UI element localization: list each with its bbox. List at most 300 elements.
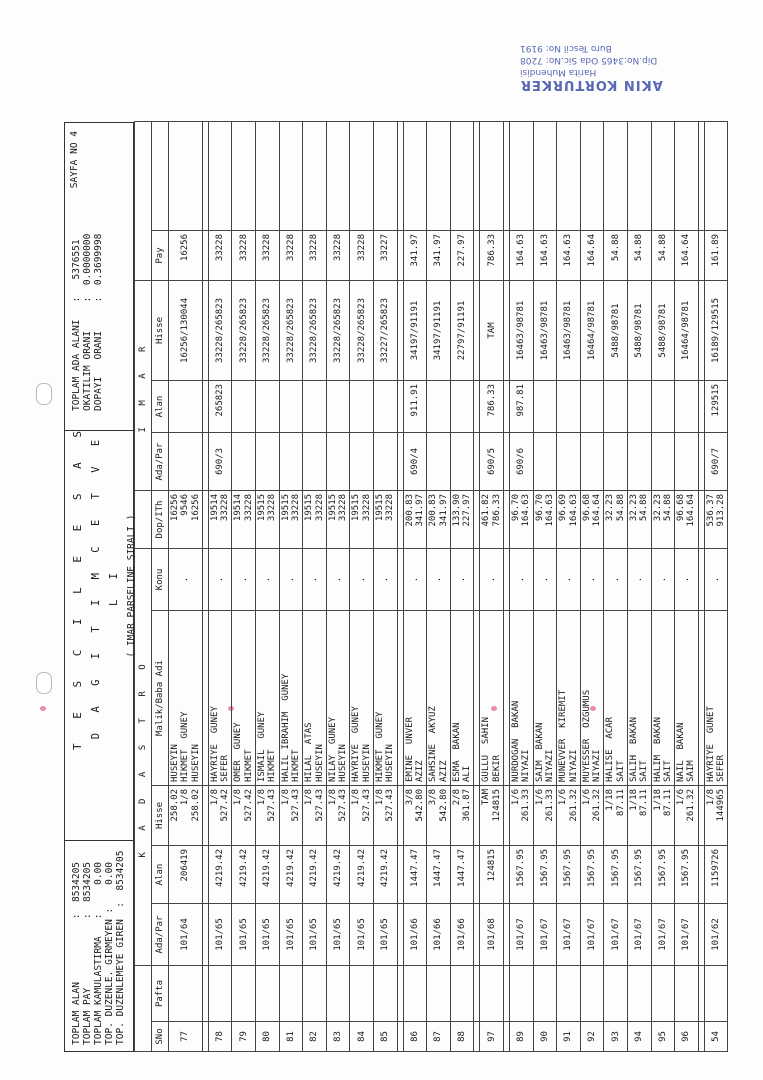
row-imar-hisse: 33228/265823 [256, 280, 280, 380]
row-ada-par: 101/67 [533, 904, 557, 966]
row-alan: 1567.95 [557, 846, 581, 904]
row-hisse: 258.02 1/8 258.02 [169, 786, 203, 846]
row-ada-par: 101/66 [403, 904, 427, 966]
row-malik: SAHSINE AKYUZ AZIZ [427, 611, 451, 786]
row-hisse: 1/8 527.43 [350, 786, 374, 846]
row-imar-hisse: 16464/98781 [580, 280, 604, 380]
row-imar-hisse: 33228/265823 [303, 280, 327, 380]
row-pafta [450, 966, 474, 1022]
row-malik: ESMA BAKAN ALI [450, 611, 474, 786]
row-pafta [326, 966, 350, 1022]
row-konu: . [627, 549, 651, 611]
row-hisse: 1/18 87.11 [604, 786, 628, 846]
row-sno: 77 [169, 1022, 203, 1052]
row-alan: 1567.95 [533, 846, 557, 904]
row-dop: 200.83 341.97 [427, 491, 451, 549]
row-imar-ada-par [604, 433, 628, 491]
table-row [651, 121, 675, 1051]
row-imar-alan: 265823 [208, 381, 232, 433]
row-pafta [374, 966, 398, 1022]
title-line-2: D A G I T I M C E T V E L I [90, 432, 120, 740]
row-hisse: 1/6 261.33 [510, 786, 534, 846]
row-sno: 96 [675, 1022, 699, 1052]
row-hisse: 1/8 527.43 [279, 786, 303, 846]
distribution-table [134, 121, 728, 1052]
row-alan: 4219.42 [232, 846, 256, 904]
row-pafta [557, 966, 581, 1022]
row-hisse: 1/6 261.33 [533, 786, 557, 846]
engineer-stamp [520, 10, 720, 90]
row-imar-ada-par [326, 433, 350, 491]
row-ada-par: 101/67 [557, 904, 581, 966]
row-sno: 89 [510, 1022, 534, 1052]
col-dop: Dop/ITh [152, 491, 169, 549]
row-malik: ISMAIL GUNEY HIKMET [256, 611, 280, 786]
col-sno: SNo [152, 1022, 169, 1052]
row-hisse: 1/6 261.32 [580, 786, 604, 846]
col-ada-par: Ada/Par [152, 904, 169, 966]
row-konu: . [580, 549, 604, 611]
row-hisse: 1/8 527.42 [232, 786, 256, 846]
row-alan: 1567.95 [604, 846, 628, 904]
row-hisse: 1/8 144965 [704, 786, 728, 846]
row-imar-hisse: TAM [480, 280, 504, 380]
row-konu: . [326, 549, 350, 611]
table-row [675, 121, 699, 1051]
row-imar-hisse: 16463/98781 [510, 280, 534, 380]
row-malik: OMER GUNEY HIKMET [232, 611, 256, 786]
row-konu: . [279, 549, 303, 611]
row-malik: HILAL ATAS HUSEYIN [303, 611, 327, 786]
row-dop: 19515 33228 [279, 491, 303, 549]
row-imar-hisse: 34197/91191 [403, 280, 427, 380]
row-imar-ada-par: 690/7 [704, 433, 728, 491]
row-alan: 4219.42 [326, 846, 350, 904]
row-hisse: 3/8 542.80 [403, 786, 427, 846]
row-imar-hisse: 16463/98781 [533, 280, 557, 380]
table-row [169, 121, 203, 1051]
table-row [510, 121, 534, 1051]
row-alan: 1567.95 [510, 846, 534, 904]
table-row [303, 121, 327, 1051]
row-imar-alan [557, 381, 581, 433]
row-imar-hisse: 5488/98781 [604, 280, 628, 380]
row-imar-ada-par [374, 433, 398, 491]
row-konu: . [450, 549, 474, 611]
row-konu: . [675, 549, 699, 611]
row-ada-par: 101/67 [651, 904, 675, 966]
row-sno: 78 [208, 1022, 232, 1052]
row-imar-alan [627, 381, 651, 433]
row-konu: . [557, 549, 581, 611]
row-alan: 1447.47 [427, 846, 451, 904]
row-alan: 1567.95 [651, 846, 675, 904]
row-sno: 85 [374, 1022, 398, 1052]
table-body [169, 121, 728, 1051]
row-pay: 33228 [232, 230, 256, 280]
row-imar-ada-par: 690/6 [510, 433, 534, 491]
row-imar-alan [169, 381, 203, 433]
row-konu: . [480, 549, 504, 611]
row-imar-alan [427, 381, 451, 433]
row-ada-par: 101/67 [627, 904, 651, 966]
row-imar-ada-par: 690/5 [480, 433, 504, 491]
ada-totals: TOPLAM ADA ALANI : 5376551 OKATILIM ORANI : 0.0000000 DOPAYI ORANI : 0.3699998 [71, 233, 104, 411]
row-hisse: 1/8 527.43 [303, 786, 327, 846]
row-dop: 19514 33228 [232, 491, 256, 549]
row-pay: 164.64 [580, 230, 604, 280]
sheet-title [69, 421, 141, 751]
row-imar-hisse: 33228/265823 [279, 280, 303, 380]
row-ada-par: 101/65 [374, 904, 398, 966]
row-pafta [350, 966, 374, 1022]
row-alan: 4219.42 [303, 846, 327, 904]
row-alan: 1447.47 [450, 846, 474, 904]
row-alan: 4219.42 [256, 846, 280, 904]
row-ada-par: 101/67 [675, 904, 699, 966]
table-row [627, 121, 651, 1051]
row-malik: GULLU SAHIN BEKIR [480, 611, 504, 786]
row-dop: 32.23 54.88 [627, 491, 651, 549]
table-row [704, 121, 728, 1051]
row-hisse: 2/8 361.87 [450, 786, 474, 846]
row-malik: NURDOGAN BAKAN NIYAZI [510, 611, 534, 786]
row-imar-alan [675, 381, 699, 433]
row-alan: 4219.42 [279, 846, 303, 904]
row-imar-ada-par [580, 433, 604, 491]
row-hisse: 1/8 527.42 [208, 786, 232, 846]
punch-hole [36, 672, 52, 694]
stamp-title: Harita Muhendisi [520, 67, 597, 77]
row-imar-ada-par [450, 433, 474, 491]
row-hisse: 1/8 527.43 [374, 786, 398, 846]
row-konu: . [208, 549, 232, 611]
row-pay: 16256 [169, 230, 203, 280]
row-imar-hisse: 16463/98781 [557, 280, 581, 380]
row-pay: 33228 [326, 230, 350, 280]
row-hisse: 1/8 527.43 [326, 786, 350, 846]
col-pafta: Pafta [152, 966, 169, 1022]
row-alan: 124815 [480, 846, 504, 904]
kadastro-group-header: K A D A S T R O [135, 549, 152, 966]
row-alan: 206419 [169, 846, 203, 904]
row-imar-alan: 987.81 [510, 381, 534, 433]
row-sno: 83 [326, 1022, 350, 1052]
row-konu: . [427, 549, 451, 611]
row-ada-par: 101/68 [480, 904, 504, 966]
row-pafta [403, 966, 427, 1022]
row-konu: . [510, 549, 534, 611]
row-imar-hisse: 33228/265823 [350, 280, 374, 380]
punch-hole [36, 383, 52, 405]
row-hisse: 1/6 261.32 [675, 786, 699, 846]
col-imar-alan: Alan [152, 381, 169, 433]
row-imar-ada-par [232, 433, 256, 491]
row-hisse: 3/8 542.80 [427, 786, 451, 846]
row-ada-par: 101/67 [580, 904, 604, 966]
table-row [450, 121, 474, 1051]
row-imar-hisse: 5488/98781 [627, 280, 651, 380]
row-ada-par: 101/65 [279, 904, 303, 966]
row-imar-hisse: 16464/98781 [675, 280, 699, 380]
row-imar-ada-par [651, 433, 675, 491]
row-malik: HUSEYIN HIKMET GUNEY HUSEYIN [169, 611, 203, 786]
row-dop: 16256 9546 16256 [169, 491, 203, 549]
row-alan: 1567.95 [580, 846, 604, 904]
stamp-buro: Buro Tescil No: 9191 [520, 43, 612, 53]
row-pay: 33227 [374, 230, 398, 280]
row-imar-alan: 786.33 [480, 381, 504, 433]
row-konu: . [651, 549, 675, 611]
imar-group-header: I M A R [135, 280, 152, 490]
row-pay: 164.63 [510, 230, 534, 280]
row-imar-alan [279, 381, 303, 433]
row-imar-hisse: 22797/91191 [450, 280, 474, 380]
row-sno: 82 [303, 1022, 327, 1052]
row-pafta [279, 966, 303, 1022]
row-pay: 161.89 [704, 230, 728, 280]
row-malik: HALIM BAKAN SAIT [651, 611, 675, 786]
row-dop: 96.68 164.64 [580, 491, 604, 549]
row-imar-alan [232, 381, 256, 433]
row-sno: 97 [480, 1022, 504, 1052]
row-pafta [480, 966, 504, 1022]
row-malik: HAYRIYE GUNET SEFER [704, 611, 728, 786]
row-pafta [675, 966, 699, 1022]
row-imar-hisse: 33228/265823 [326, 280, 350, 380]
row-dop: 19515 33228 [350, 491, 374, 549]
row-malik: MUNEVVER KIREMIT NIYAZI [557, 611, 581, 786]
row-sno: 54 [704, 1022, 728, 1052]
row-dop: 19515 33228 [256, 491, 280, 549]
title-line-1: T E S C I L E E S A S [71, 421, 84, 751]
row-imar-alan [256, 381, 280, 433]
row-malik: EMINE UNVER AZIZ [403, 611, 427, 786]
row-ada-par: 101/65 [326, 904, 350, 966]
row-imar-ada-par [279, 433, 303, 491]
row-ada-par: 101/65 [350, 904, 374, 966]
row-konu: . [303, 549, 327, 611]
col-hisse: Hisse [152, 786, 169, 846]
ink-mark [40, 706, 46, 711]
row-konu: . [403, 549, 427, 611]
row-dop: 19514 33228 [208, 491, 232, 549]
row-pafta [256, 966, 280, 1022]
table-row [604, 121, 628, 1051]
row-konu: . [704, 549, 728, 611]
row-alan: 1447.47 [403, 846, 427, 904]
row-pafta [427, 966, 451, 1022]
row-imar-hisse: 33228/265823 [232, 280, 256, 380]
row-konu: . [374, 549, 398, 611]
row-pafta [627, 966, 651, 1022]
col-pay: Pay [152, 230, 169, 280]
row-sno: 87 [427, 1022, 451, 1052]
row-pay: 164.63 [533, 230, 557, 280]
row-malik: MUYESSER OZGUMUS NIYAZI [580, 611, 604, 786]
row-dop: 32.23 54.88 [604, 491, 628, 549]
row-imar-alan: 911.91 [403, 381, 427, 433]
row-sno: 84 [350, 1022, 374, 1052]
row-imar-ada-par: 690/4 [403, 433, 427, 491]
row-pafta [651, 966, 675, 1022]
row-sno: 90 [533, 1022, 557, 1052]
row-konu: . [533, 549, 557, 611]
row-pay: 164.63 [557, 230, 581, 280]
row-pafta [303, 966, 327, 1022]
row-imar-ada-par [533, 433, 557, 491]
row-imar-ada-par [627, 433, 651, 491]
row-sno: 86 [403, 1022, 427, 1052]
row-imar-ada-par [557, 433, 581, 491]
row-pafta [604, 966, 628, 1022]
row-pay: 54.88 [651, 230, 675, 280]
row-pay: 54.88 [627, 230, 651, 280]
table-row [374, 121, 398, 1051]
table-row [557, 121, 581, 1051]
table-row [580, 121, 604, 1051]
row-ada-par: 101/62 [704, 904, 728, 966]
title-line-3: ( IMAR PARSELINE SIRALI ) [126, 514, 137, 658]
row-imar-alan [533, 381, 557, 433]
row-dop: 133.90 227.97 [450, 491, 474, 549]
row-pafta [208, 966, 232, 1022]
table-row [533, 121, 557, 1051]
row-malik: HALIL IBRAHIM GUNEY HIKMET [279, 611, 303, 786]
row-malik: HIKMET GUNEY HUSEYIN [374, 611, 398, 786]
row-sno: 92 [580, 1022, 604, 1052]
row-pay: 164.64 [675, 230, 699, 280]
row-imar-hisse: 16256/130044 [169, 280, 203, 380]
row-dop: 32.23 54.88 [651, 491, 675, 549]
row-ada-par: 101/66 [427, 904, 451, 966]
row-imar-ada-par [169, 433, 203, 491]
row-imar-alan [651, 381, 675, 433]
row-alan: 1567.95 [627, 846, 651, 904]
row-malik: NILAY GUNEY HUSEYIN [326, 611, 350, 786]
col-imar-ada-par: Ada/Par [152, 433, 169, 491]
row-pafta [580, 966, 604, 1022]
row-imar-alan: 129515 [704, 381, 728, 433]
row-imar-ada-par [675, 433, 699, 491]
row-pafta [232, 966, 256, 1022]
row-imar-hisse: 33228/265823 [208, 280, 232, 380]
row-malik: NAIL BAKAN SAIM [675, 611, 699, 786]
row-pafta [169, 966, 203, 1022]
row-ada-par: 101/65 [303, 904, 327, 966]
row-imar-hisse: 34197/91191 [427, 280, 451, 380]
page-number: SAYFA NO 4 [69, 131, 80, 189]
row-pay: 227.97 [450, 230, 474, 280]
row-imar-alan [374, 381, 398, 433]
row-konu: . [256, 549, 280, 611]
row-sno: 81 [279, 1022, 303, 1052]
col-malik: Malik/Baba Adi [152, 611, 169, 786]
row-dop: 19515 33228 [374, 491, 398, 549]
row-dop: 19515 33228 [303, 491, 327, 549]
row-pay: 786.33 [480, 230, 504, 280]
col-alan: Alan [152, 846, 169, 904]
row-imar-ada-par [350, 433, 374, 491]
row-imar-alan [580, 381, 604, 433]
row-alan: 1159726 [704, 846, 728, 904]
row-dop: 96.70 164.63 [533, 491, 557, 549]
row-ada-par: 101/66 [450, 904, 474, 966]
table-row [480, 121, 504, 1051]
row-konu: . [169, 549, 203, 611]
stamp-name: AKIN KORTURKER [520, 77, 663, 92]
row-alan: 4219.42 [350, 846, 374, 904]
row-ada-par: 101/65 [256, 904, 280, 966]
row-ada-par: 101/67 [604, 904, 628, 966]
col-konu: Konu [152, 549, 169, 611]
row-malik: HAYRIYE GUNEY HUSEYIN [350, 611, 374, 786]
row-pafta [510, 966, 534, 1022]
row-imar-hisse: 16189/129515 [704, 280, 728, 380]
row-dop: 96.70 164.63 [510, 491, 534, 549]
row-malik: HAYRIYE GUNEY SEFER [208, 611, 232, 786]
row-hisse: 1/18 87.11 [627, 786, 651, 846]
table-row [326, 121, 350, 1051]
row-sno: 94 [627, 1022, 651, 1052]
row-pafta [704, 966, 728, 1022]
row-ada-par: 101/67 [510, 904, 534, 966]
row-imar-alan [450, 381, 474, 433]
row-malik: SALIH BAKAN SAIT [627, 611, 651, 786]
stamp-oda: Dip.No:3465 Oda Sic.No: 7208 [520, 55, 658, 65]
row-alan: 4219.42 [208, 846, 232, 904]
row-pay: 33228 [208, 230, 232, 280]
row-imar-ada-par [427, 433, 451, 491]
row-imar-alan [350, 381, 374, 433]
row-imar-alan [604, 381, 628, 433]
row-imar-hisse: 5488/98781 [651, 280, 675, 380]
row-dop: 461.82 786.33 [480, 491, 504, 549]
row-ada-par: 101/65 [208, 904, 232, 966]
row-dop: 200.83 341.97 [403, 491, 427, 549]
row-pay: 341.97 [403, 230, 427, 280]
row-imar-hisse: 33227/265823 [374, 280, 398, 380]
table-row [256, 121, 280, 1051]
row-pay: 33228 [303, 230, 327, 280]
row-sno: 79 [232, 1022, 256, 1052]
distribution-sheet [64, 122, 727, 1052]
row-pay: 341.97 [427, 230, 451, 280]
table-row [232, 121, 256, 1051]
row-pay: 54.88 [604, 230, 628, 280]
row-imar-ada-par [256, 433, 280, 491]
table-row [350, 121, 374, 1051]
row-sno: 80 [256, 1022, 280, 1052]
row-pay: 33228 [350, 230, 374, 280]
row-hisse: TAM 124815 [480, 786, 504, 846]
row-imar-ada-par: 690/3 [208, 433, 232, 491]
table-row [427, 121, 451, 1051]
row-dop: 19515 33228 [326, 491, 350, 549]
row-ada-par: 101/65 [232, 904, 256, 966]
summary-totals: TOPLAM ALAN : 8534205 TOPLAM PAY : 8534205 TOPLAM KAMULASTIRMA : 0.00 TOP. DUZENLE. GIRMEYEN : 0.00 TOP. DUZENLEMEYE GIREN : 8534205 [71, 850, 126, 1045]
row-hisse: 1/8 527.43 [256, 786, 280, 846]
row-sno: 93 [604, 1022, 628, 1052]
table-row [208, 121, 232, 1051]
row-dop: 96.68 164.64 [675, 491, 699, 549]
row-dop: 96.69 164.63 [557, 491, 581, 549]
row-konu: . [604, 549, 628, 611]
row-pafta [533, 966, 557, 1022]
row-sno: 95 [651, 1022, 675, 1052]
row-imar-ada-par [303, 433, 327, 491]
row-malik: SAIM BAKAN NIYAZI [533, 611, 557, 786]
